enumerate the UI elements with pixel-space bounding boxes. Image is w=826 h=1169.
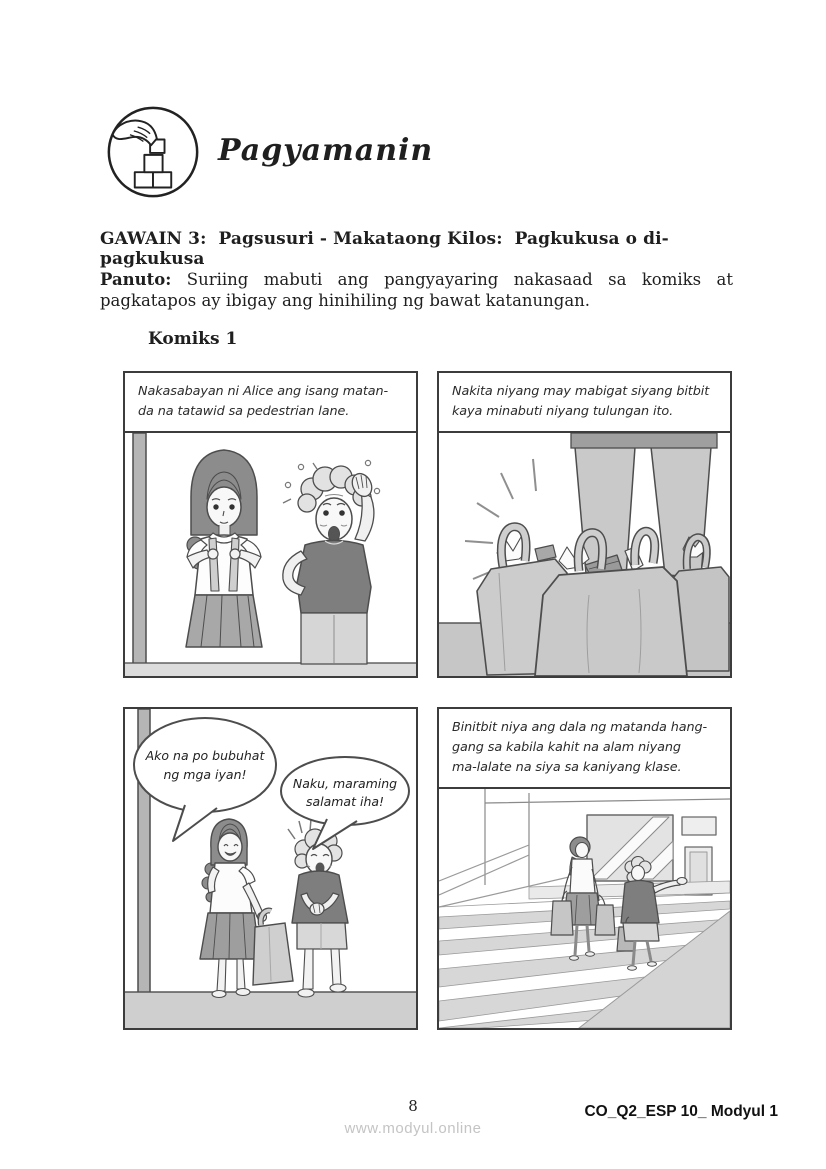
bubble-line: Naku, maraming	[292, 776, 398, 791]
instructions	[100, 269, 733, 311]
panel-2-art	[439, 433, 730, 676]
old-woman-figure	[283, 460, 380, 664]
comic-panel-3	[123, 707, 418, 1030]
ground	[125, 663, 416, 676]
carried-bag	[551, 901, 573, 935]
grocery-bags	[477, 527, 729, 676]
comic-panel-1	[123, 371, 418, 678]
instructions-line-2: pagkatapos ay ibigay ang hinihiling ng bawat katanungan.	[100, 291, 591, 310]
grocery-bag	[253, 911, 293, 985]
caption-line: Nakasabayan ni Alice ang isang matan-	[138, 384, 389, 399]
page-number: 8	[408, 1097, 418, 1115]
comic-panel-2	[437, 371, 732, 678]
instructions-line-1	[100, 269, 733, 290]
page-title: Pagyamanin	[218, 133, 434, 168]
caption-line: kaya minabuti niyang tulungan ito.	[452, 404, 674, 419]
instructions-text: Suriing mabuti ang pangyayaring nakasaad sa komiks at	[186, 270, 733, 289]
caption-line: Nakita niyang may mabigat siyang bitbit	[452, 384, 710, 399]
instructions-label: Panuto:	[100, 270, 172, 289]
carried-bag	[595, 905, 615, 935]
panel-4-caption	[439, 709, 730, 789]
street-pole	[133, 433, 146, 665]
caption-line: Binitbit niya ang dala ng matanda hang-	[452, 720, 708, 735]
caption-line: ma-lalate na siya sa kaniyang klase.	[452, 760, 682, 775]
signboard	[682, 817, 716, 835]
module-code: CO_Q2_ESP 10_ Modyul 1	[584, 1103, 778, 1120]
panel-1-art	[125, 433, 416, 676]
panel-3-art	[125, 709, 416, 1028]
activity-heading: GAWAIN 3: Pagsusuri - Makataong Kilos: Pagkukusa o di-pagkukusa	[100, 229, 669, 269]
bubble-line: ng mga iyan!	[163, 767, 247, 782]
ground	[125, 992, 416, 1028]
speech-bubble-girl	[134, 718, 276, 841]
speech-bubble-old-woman	[281, 757, 409, 849]
panel-4-art	[439, 789, 730, 1028]
watermark: www.modyul.online	[344, 1120, 482, 1137]
caption-line: gang sa kabila kahit na alam niyang	[452, 740, 681, 755]
bubble-line: salamat iha!	[305, 794, 385, 809]
panel-2-caption	[439, 373, 730, 433]
hand-stacking-blocks-icon	[105, 104, 201, 200]
comic-panel-4	[437, 707, 732, 1030]
panel-1-caption	[125, 373, 416, 433]
bubble-line: Ako na po bubuhat	[145, 748, 265, 763]
comic-label: Komiks 1	[148, 329, 238, 349]
caption-line: da na tatawid sa pedestrian lane.	[138, 404, 350, 419]
girl-alice-figure	[186, 450, 262, 647]
